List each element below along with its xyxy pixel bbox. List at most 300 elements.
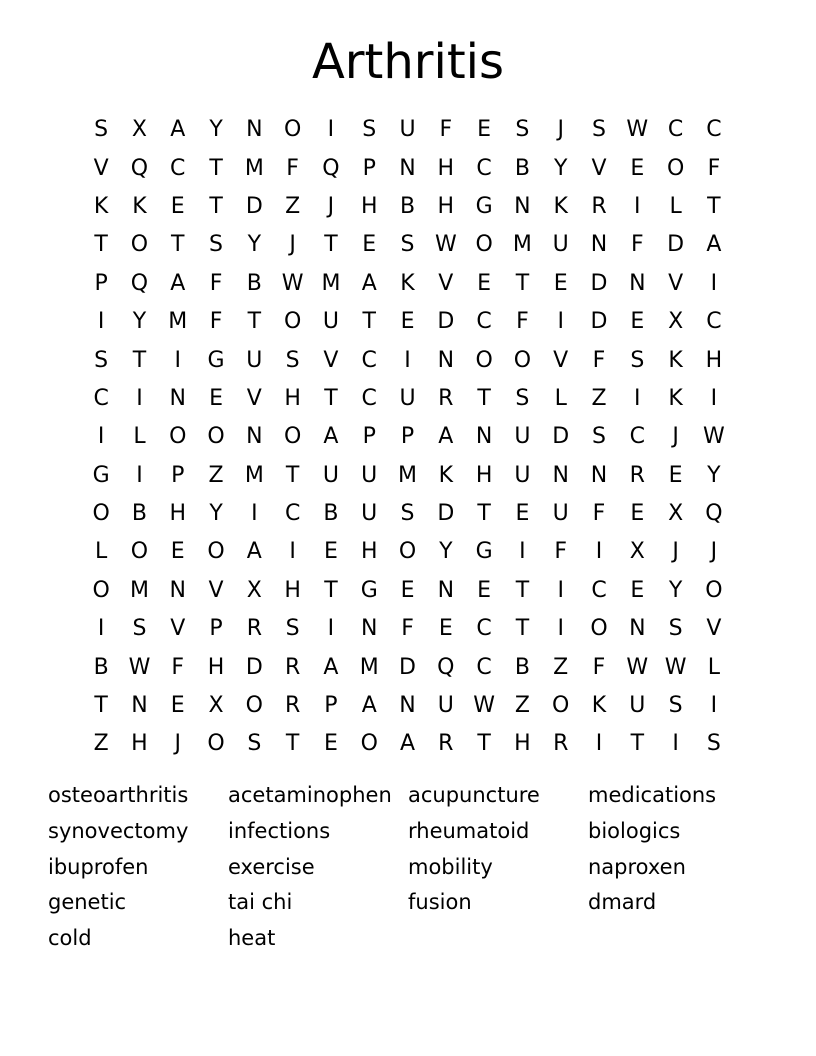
grid-row [82, 572, 733, 610]
grid-letter: G [475, 193, 493, 219]
grid-letter: E [400, 309, 415, 335]
grid-letter: S [706, 731, 721, 757]
grid-letter: F [592, 347, 606, 373]
grid-letter: E [170, 539, 185, 565]
grid-letter: F [592, 654, 606, 680]
grid-letter: W [626, 654, 649, 680]
grid-letter: C [476, 309, 492, 335]
grid-letter: I [557, 616, 564, 642]
grid-letter: D [437, 309, 455, 335]
grid-letter: O [475, 232, 493, 258]
grid-letter: P [94, 270, 108, 296]
grid-letter: Z [93, 731, 109, 757]
grid-letter: M [398, 462, 418, 488]
grid-letter: A [361, 693, 377, 719]
grid-letter: F [554, 539, 568, 565]
grid-letter: O [130, 539, 149, 565]
grid-letter: Q [437, 654, 455, 680]
grid-letter: X [629, 539, 645, 565]
grid-letter: P [324, 693, 338, 719]
grid-letter: F [209, 270, 223, 296]
grid-letter: N [169, 385, 186, 411]
grid-letter: O [283, 117, 302, 143]
grid-letter: Q [322, 155, 340, 181]
grid-letter: T [94, 693, 108, 719]
grid-letter: R [438, 731, 454, 757]
grid-letter: F [286, 155, 299, 181]
grid-letter: A [399, 731, 416, 757]
grid-row [82, 111, 733, 149]
grid-letter: J [672, 424, 679, 450]
grid-letter: N [437, 577, 455, 603]
grid-letter: J [710, 539, 718, 565]
grid-letter: N [246, 424, 263, 450]
grid-letter: Z [553, 654, 569, 680]
grid-letter: S [94, 347, 109, 373]
grid-row [82, 341, 733, 379]
grid-letter: F [592, 501, 606, 527]
grid-letter: Y [668, 577, 683, 603]
grid-row [82, 149, 733, 187]
grid-letter: E [362, 232, 377, 258]
grid-letter: E [170, 693, 185, 719]
grid-letter: C [170, 155, 186, 181]
word-list-item: cold [48, 926, 92, 951]
word-list-item: synovectomy [48, 818, 189, 843]
grid-letter: C [93, 385, 109, 411]
grid-letter: V [706, 616, 722, 642]
grid-letter: U [514, 424, 531, 450]
puzzle-title: Arthritis [311, 34, 505, 90]
grid-letter: U [361, 501, 378, 527]
grid-letter: C [284, 501, 301, 527]
grid-letter: X [208, 693, 224, 719]
grid-letter: X [131, 117, 147, 143]
grid-letter: J [289, 232, 296, 258]
grid-letter: O [207, 539, 225, 565]
grid-letter: Y [132, 309, 147, 335]
grid-letter: Q [130, 270, 149, 296]
word-list-item: medications [588, 783, 717, 807]
grid-letter: D [437, 501, 455, 527]
grid-letter: J [672, 539, 679, 565]
grid-letter: I [710, 270, 718, 296]
grid-letter: E [400, 577, 415, 603]
grid-letter: Q [130, 155, 149, 181]
grid-letter: G [92, 462, 110, 488]
grid-letter: I [710, 693, 718, 719]
grid-letter: U [399, 117, 416, 143]
grid-letter: R [438, 385, 454, 411]
grid-letter: S [668, 616, 683, 642]
grid-letter: G [360, 577, 378, 603]
grid-letter: H [705, 347, 723, 373]
grid-letter: F [630, 232, 644, 258]
grid-letter: P [400, 424, 415, 450]
grid-letter: W [128, 654, 151, 680]
grid-letter: Z [591, 385, 607, 411]
grid-row [82, 533, 733, 571]
grid-letter: V [93, 155, 109, 181]
grid-letter: M [321, 270, 341, 296]
word-list-item: mobility [408, 854, 493, 879]
grid-letter: B [399, 193, 416, 219]
grid-letter: N [399, 155, 416, 181]
grid-letter: E [630, 501, 645, 527]
grid-letter: K [93, 193, 109, 219]
grid-letter: O [513, 347, 532, 373]
grid-letter: Y [707, 462, 721, 488]
grid-letter: Y [439, 539, 453, 565]
grid-letter: H [169, 501, 187, 527]
grid-letter: U [246, 347, 263, 373]
grid-letter: Z [285, 193, 301, 219]
grid-letter: W [434, 232, 457, 258]
grid-letter: M [244, 462, 264, 488]
grid-letter: H [284, 577, 301, 603]
grid-letter: K [553, 193, 568, 219]
grid-letter: P [171, 462, 185, 488]
grid-letter: E [170, 193, 185, 219]
grid-letter: S [247, 731, 262, 757]
grid-letter: C [476, 155, 492, 181]
grid-letter: V [668, 270, 684, 296]
grid-letter: O [245, 693, 263, 719]
grid-letter: H [437, 193, 455, 219]
grid-letter: Z [208, 462, 224, 488]
grid-letter: X [668, 501, 684, 527]
grid-letter: B [514, 654, 530, 680]
grid-letter: R [629, 462, 645, 488]
grid-letter: T [515, 270, 530, 296]
grid-letter: T [171, 232, 185, 258]
grid-letter: F [209, 309, 223, 335]
grid-letter: N [399, 693, 416, 719]
grid-letter: I [595, 731, 603, 757]
grid-letter: N [552, 462, 569, 488]
grid-letter: T [285, 731, 300, 757]
grid-letter: C [591, 577, 607, 603]
grid-letter: N [437, 347, 455, 373]
grid-row [82, 226, 733, 264]
grid-letter: N [360, 616, 378, 642]
grid-letter: Y [247, 232, 262, 258]
grid-letter: O [398, 539, 417, 565]
grid-letter: N [131, 693, 148, 719]
grid-letter: N [169, 577, 186, 603]
grid-letter: H [437, 155, 455, 181]
grid-letter: O [207, 731, 225, 757]
grid-row [82, 457, 733, 495]
grid-letter: L [707, 654, 721, 680]
grid-letter: I [97, 424, 105, 450]
grid-letter: E [477, 270, 492, 296]
grid-row [82, 303, 733, 341]
grid-letter: O [590, 616, 608, 642]
grid-letter: T [94, 232, 108, 258]
grid-letter: V [208, 577, 224, 603]
grid-letter: C [361, 347, 377, 373]
grid-row [82, 648, 733, 686]
grid-letter: K [668, 385, 683, 411]
grid-letter: O [552, 693, 570, 719]
grid-letter: V [170, 616, 186, 642]
grid-letter: K [438, 462, 454, 488]
grid-letter: M [359, 654, 379, 680]
grid-letter: U [322, 309, 339, 335]
grid-letter: U [361, 462, 378, 488]
grid-letter: C [706, 117, 722, 143]
grid-row [82, 495, 733, 533]
grid-letter: A [170, 117, 186, 143]
grid-letter: F [707, 155, 721, 181]
grid-letter: T [515, 577, 530, 603]
grid-letter: R [246, 616, 262, 642]
grid-letter: E [553, 270, 568, 296]
word-list-item: fusion [408, 890, 472, 915]
grid-letter: S [285, 616, 300, 642]
grid-letter: A [246, 539, 262, 565]
grid-letter: R [284, 654, 301, 680]
grid-letter: R [284, 693, 301, 719]
grid-letter: A [323, 424, 339, 450]
grid-letter: A [361, 270, 377, 296]
grid-letter: U [552, 501, 569, 527]
grid-letter: G [475, 539, 493, 565]
grid-letter: F [516, 309, 529, 335]
grid-letter: T [209, 193, 223, 219]
grid-letter: K [668, 347, 683, 373]
grid-letter: E [630, 309, 645, 335]
grid-letter: Y [209, 117, 223, 143]
word-list-item: infections [228, 818, 331, 843]
grid-letter: H [131, 731, 148, 757]
grid-letter: T [324, 232, 338, 258]
grid-letter: C [476, 616, 492, 642]
grid-row [82, 725, 733, 763]
grid-letter: O [283, 424, 302, 450]
grid-letter: R [591, 193, 607, 219]
grid-letter: I [289, 539, 296, 565]
grid-letter: S [132, 616, 147, 642]
grid-letter: T [324, 577, 338, 603]
grid-letter: O [705, 577, 723, 603]
grid-letter: F [401, 616, 414, 642]
grid-letter: I [97, 616, 105, 642]
grid-letter: S [400, 501, 415, 527]
grid-letter: U [437, 693, 454, 719]
grid-letter: U [629, 693, 646, 719]
grid-letter: M [244, 155, 264, 181]
grid-letter: V [591, 155, 607, 181]
word-list-item: acetaminophen [228, 783, 392, 807]
grid-letter: T [630, 731, 645, 757]
grid-letter: E [438, 616, 453, 642]
grid-letter: I [634, 193, 641, 219]
word-list-item: acupuncture [408, 783, 540, 807]
grid-letter: C [667, 117, 684, 143]
grid-letter: J [174, 731, 181, 757]
grid-row [82, 418, 733, 456]
grid-letter: T [362, 309, 376, 335]
grid-letter: I [672, 731, 679, 757]
grid-letter: L [554, 385, 567, 411]
grid-letter: T [515, 616, 530, 642]
grid-letter: E [630, 155, 645, 181]
grid-letter: P [362, 155, 376, 181]
grid-letter: H [514, 731, 531, 757]
grid-letter: M [129, 577, 149, 603]
grid-letter: D [590, 309, 608, 335]
grid-letter: D [245, 193, 263, 219]
grid-letter: P [362, 424, 376, 450]
grid-letter: V [323, 347, 339, 373]
grid-letter: T [477, 731, 491, 757]
grid-letter: K [400, 270, 415, 296]
grid-letter: W [281, 270, 304, 296]
grid-letter: H [207, 654, 225, 680]
grid-letter: T [209, 155, 223, 181]
grid-letter: I [251, 501, 258, 527]
grid-letter: I [327, 117, 335, 143]
grid-letter: A [706, 232, 722, 258]
grid-letter: S [592, 424, 606, 450]
grid-letter: I [557, 309, 564, 335]
grid-letter: A [323, 654, 339, 680]
grid-letter: D [667, 232, 685, 258]
word-list-item: rheumatoid [408, 818, 530, 843]
grid-letter: T [247, 309, 262, 335]
grid-letter: H [360, 539, 378, 565]
grid-row [82, 188, 733, 226]
grid-letter: O [360, 731, 378, 757]
grid-letter: S [285, 347, 300, 373]
grid-letter: S [592, 117, 606, 143]
grid-letter: K [591, 693, 607, 719]
grid-letter: O [169, 424, 187, 450]
grid-letter: N [590, 232, 608, 258]
grid-letter: W [626, 117, 649, 143]
grid-row [82, 687, 733, 725]
grid-letter: I [557, 577, 564, 603]
grid-letter: H [284, 385, 301, 411]
grid-letter: R [553, 731, 569, 757]
grid-letter: B [323, 501, 339, 527]
grid-letter: N [246, 117, 263, 143]
word-list-item: exercise [228, 854, 315, 879]
grid-letter: A [438, 424, 454, 450]
grid-letter: B [93, 654, 109, 680]
grid-letter: O [475, 347, 493, 373]
grid-letter: O [92, 577, 110, 603]
grid-letter: U [514, 462, 531, 488]
grid-letter: N [590, 462, 608, 488]
grid-letter: I [174, 347, 181, 373]
grid-letter: I [404, 347, 411, 373]
grid-letter: L [95, 539, 108, 565]
grid-letter: T [132, 347, 147, 373]
grid-letter: S [668, 693, 683, 719]
grid-letter: X [246, 577, 262, 603]
word-list-item: osteoarthritis [48, 783, 189, 807]
grid-letter: E [515, 501, 530, 527]
grid-letter: I [97, 309, 105, 335]
grid-letter: S [515, 385, 530, 411]
grid-row [82, 265, 733, 303]
grid-letter: E [668, 462, 683, 488]
grid-letter: B [514, 155, 530, 181]
grid-letter: C [629, 424, 645, 450]
grid-letter: S [630, 347, 645, 373]
grid-letter: O [130, 232, 149, 258]
word-list-item: heat [228, 926, 276, 951]
grid-letter: E [630, 577, 645, 603]
grid-letter: H [475, 462, 493, 488]
word-list-item: dmard [588, 890, 657, 915]
word-list-item: tai chi [228, 890, 293, 915]
grid-letter: L [669, 193, 682, 219]
grid-letter: I [327, 616, 335, 642]
grid-letter: C [361, 385, 377, 411]
grid-letter: M [168, 309, 188, 335]
grid-letter: S [400, 232, 415, 258]
grid-letter: W [703, 424, 725, 450]
grid-letter: E [323, 539, 338, 565]
grid-letter: F [171, 654, 185, 680]
grid-letter: T [285, 462, 300, 488]
grid-letter: V [553, 347, 569, 373]
grid-letter: N [514, 193, 531, 219]
grid-letter: S [94, 117, 109, 143]
grid-letter: I [136, 385, 143, 411]
grid-letter: T [324, 385, 338, 411]
grid-row [82, 380, 733, 418]
grid-letter: Q [705, 501, 723, 527]
grid-letter: T [707, 193, 721, 219]
grid-letter: M [512, 232, 532, 258]
grid-letter: T [477, 385, 491, 411]
grid-letter: J [557, 117, 564, 143]
grid-letter: J [327, 193, 335, 219]
grid-letter: U [322, 462, 339, 488]
grid-letter: B [131, 501, 147, 527]
grid-letter: C [476, 654, 492, 680]
grid-letter: O [207, 424, 225, 450]
grid-row [82, 610, 733, 648]
letter-grid [82, 111, 733, 764]
grid-letter: L [133, 424, 146, 450]
grid-letter: U [552, 232, 569, 258]
grid-letter: D [552, 424, 570, 450]
grid-letter: O [283, 309, 302, 335]
grid-letter: S [209, 232, 224, 258]
grid-letter: K [132, 193, 147, 219]
grid-letter: N [475, 424, 493, 450]
grid-letter: I [519, 539, 526, 565]
grid-letter: D [399, 654, 416, 680]
grid-letter: I [634, 385, 641, 411]
grid-letter: E [477, 117, 492, 143]
grid-letter: G [207, 347, 225, 373]
grid-letter: I [595, 539, 603, 565]
word-list-item: genetic [48, 890, 127, 915]
grid-letter: O [92, 501, 110, 527]
grid-letter: S [362, 117, 377, 143]
grid-letter: T [477, 501, 491, 527]
grid-letter: S [515, 117, 530, 143]
grid-letter: P [209, 616, 223, 642]
grid-letter: Y [209, 501, 223, 527]
